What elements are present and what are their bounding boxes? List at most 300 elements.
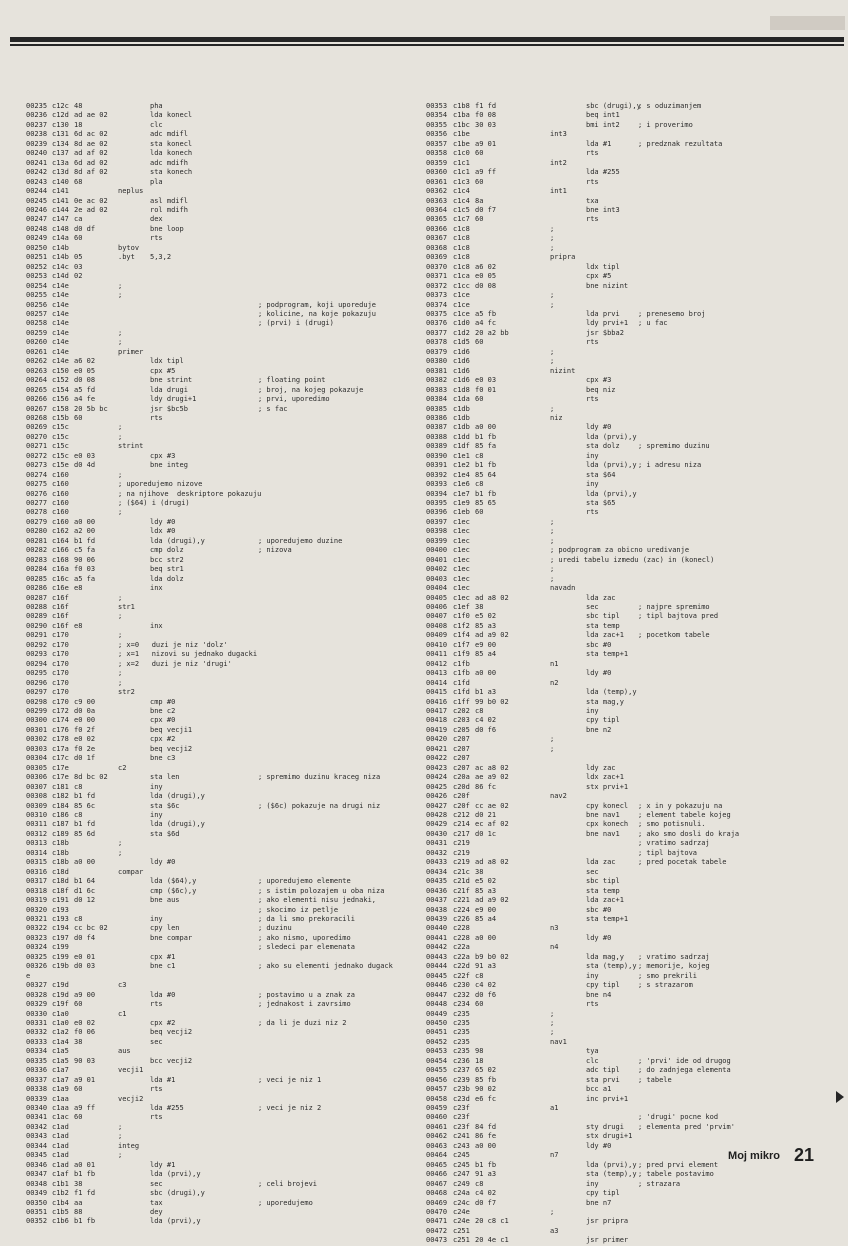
hex-bytes: f1 fd bbox=[74, 1189, 96, 1198]
address: c1c8 bbox=[453, 253, 470, 262]
line-number: 00444 bbox=[426, 962, 448, 971]
hex-bytes: ad af 02 bbox=[74, 149, 108, 158]
label: ; na njihove deskriptore pokazuju bbox=[118, 489, 262, 498]
line-number: 00472 bbox=[426, 1226, 448, 1235]
instruction: rts bbox=[150, 1085, 163, 1094]
listing-line bbox=[426, 386, 840, 395]
line-number: 00264 bbox=[26, 376, 48, 385]
line-number: 00462 bbox=[426, 1132, 448, 1141]
instruction: iny bbox=[150, 914, 163, 923]
instruction: sta $65 bbox=[586, 499, 616, 508]
line-number: 00339 bbox=[26, 1094, 48, 1103]
address: c131 bbox=[52, 130, 69, 139]
hex-bytes: b1 fd bbox=[74, 536, 96, 545]
hex-bytes: d0 f4 bbox=[74, 933, 96, 942]
line-number: 00348 bbox=[26, 1179, 48, 1188]
address: c243 bbox=[453, 1141, 470, 1150]
hex-bytes: 91 a3 bbox=[475, 962, 497, 971]
address: c251 bbox=[453, 1236, 470, 1245]
line-number: 00358 bbox=[426, 149, 448, 158]
instruction: lda drugi bbox=[150, 385, 188, 394]
instruction: ldy drugi+1 bbox=[150, 395, 197, 404]
hex-bytes: d0 f7 bbox=[475, 205, 497, 214]
label: ; bbox=[118, 1122, 123, 1131]
line-number: 00284 bbox=[26, 565, 48, 574]
label: str1 bbox=[118, 603, 135, 612]
listing-line bbox=[26, 669, 418, 678]
instruction: jsr $bba2 bbox=[586, 328, 624, 337]
instruction: sta temp bbox=[586, 886, 620, 895]
line-number: 00332 bbox=[26, 1028, 48, 1037]
comment: ; broj, na kojeg pokazuje bbox=[258, 385, 364, 394]
line-number: 00328 bbox=[26, 990, 48, 999]
instruction: sbc #0 bbox=[586, 905, 612, 914]
instruction: lda (drugi),y bbox=[150, 792, 205, 801]
address: c1ad bbox=[52, 1151, 69, 1160]
line-number: 00349 bbox=[26, 1189, 48, 1198]
listing-line bbox=[26, 783, 418, 792]
comment: ; 'drugi' pocne kod bbox=[638, 1113, 719, 1122]
instruction: bne c2 bbox=[150, 707, 176, 715]
address: c1c4 bbox=[453, 187, 470, 196]
address: c178 bbox=[52, 735, 69, 744]
line-number: 00413 bbox=[426, 669, 448, 678]
hex-bytes: d0 f7 bbox=[475, 1198, 497, 1207]
comment: ; uporedujemo bbox=[258, 1198, 313, 1207]
listing-line bbox=[26, 603, 418, 612]
address: c228 bbox=[453, 924, 470, 933]
comment: ; smo prekrili bbox=[638, 971, 698, 980]
address: c1ad bbox=[52, 1132, 69, 1141]
label: ; bbox=[118, 631, 123, 640]
label: ; bbox=[550, 565, 555, 574]
line-number: 00337 bbox=[26, 1075, 48, 1084]
address: c1bc bbox=[453, 120, 470, 129]
listing-line bbox=[426, 584, 840, 593]
address: c1d8 bbox=[453, 385, 470, 394]
label: int2 bbox=[550, 158, 567, 167]
listing-line bbox=[26, 1170, 418, 1179]
address: c154 bbox=[52, 385, 69, 394]
hex-bytes: 8d ae 02 bbox=[74, 139, 108, 148]
address: c1a2 bbox=[52, 1028, 69, 1037]
hex-bytes: a9 01 bbox=[74, 1075, 96, 1084]
hex-bytes: d0 f6 bbox=[475, 990, 497, 999]
line-number: 00343 bbox=[26, 1132, 48, 1141]
line-number: 00453 bbox=[426, 1047, 448, 1056]
hex-bytes: 38 bbox=[475, 867, 484, 876]
line-number: 00279 bbox=[26, 517, 48, 526]
label: ; bbox=[550, 527, 555, 536]
instruction: iny bbox=[150, 810, 163, 819]
address: c158 bbox=[52, 404, 69, 413]
listing-line bbox=[426, 792, 840, 801]
hex-bytes: 6d ac 02 bbox=[74, 130, 108, 139]
hex-bytes: aa bbox=[74, 1198, 83, 1207]
hex-bytes: 98 bbox=[475, 1047, 484, 1056]
address: c181 bbox=[52, 782, 69, 791]
label: ; bbox=[550, 517, 555, 526]
hex-bytes: 20 5b bc bbox=[74, 404, 108, 413]
label: n2 bbox=[550, 678, 559, 687]
line-number: 00257 bbox=[26, 309, 48, 318]
line-number: 00437 bbox=[426, 896, 448, 905]
comment: ; vratimo sadrzaj bbox=[638, 952, 710, 961]
comment: ; uporedujemo elemente bbox=[258, 877, 351, 886]
address: c1c8 bbox=[453, 262, 470, 271]
label: ; bbox=[118, 291, 123, 300]
listing-line bbox=[426, 1047, 840, 1056]
line-number: 00455 bbox=[426, 1066, 448, 1075]
comment: ; tipl bajtova bbox=[638, 848, 698, 857]
line-number: 00427 bbox=[426, 801, 448, 810]
line-number: 00411 bbox=[426, 650, 448, 659]
address: c197 bbox=[52, 933, 69, 942]
instruction: ldy #0 bbox=[586, 1141, 612, 1150]
listing-line bbox=[426, 338, 840, 347]
listing-line bbox=[26, 991, 418, 1000]
address: c14a bbox=[52, 234, 69, 243]
label: ; bbox=[550, 1009, 555, 1018]
hex-bytes: d0 1c bbox=[475, 829, 497, 838]
instruction: lda prvi bbox=[586, 309, 620, 318]
line-number: 00245 bbox=[26, 196, 48, 205]
hex-bytes: a0 00 bbox=[475, 933, 497, 942]
instruction: lda konech bbox=[150, 149, 193, 158]
hex-bytes: 60 bbox=[74, 1113, 83, 1122]
line-number: 00310 bbox=[26, 810, 48, 819]
line-number: 00329 bbox=[26, 1000, 48, 1009]
line-number: 00239 bbox=[26, 139, 48, 148]
hex-bytes: 60 bbox=[475, 1000, 484, 1009]
listing-line bbox=[26, 461, 418, 470]
label: ; bbox=[550, 243, 555, 252]
line-number: 00344 bbox=[26, 1141, 48, 1150]
instruction: jsr $bc5b bbox=[150, 404, 188, 413]
label: int1 bbox=[550, 187, 567, 196]
address: c176 bbox=[52, 725, 69, 734]
hex-bytes: 85 a4 bbox=[475, 650, 497, 659]
listing-line bbox=[26, 508, 418, 517]
listing-line bbox=[426, 1113, 840, 1122]
label: niz bbox=[550, 413, 563, 422]
instruction: lda (prvi),y bbox=[586, 1160, 637, 1169]
address: c1ce bbox=[453, 300, 470, 309]
label: ; bbox=[118, 328, 123, 337]
comment: ; ($6c) pokazuje na drugi niz bbox=[258, 801, 381, 810]
listing-line bbox=[26, 981, 418, 990]
listing-line bbox=[26, 234, 418, 243]
address: c1e6 bbox=[453, 480, 470, 489]
label: ; bbox=[118, 612, 123, 621]
instruction: lda zac+1 bbox=[586, 631, 624, 640]
instruction: cmp dolz bbox=[150, 546, 184, 555]
line-number: 00454 bbox=[426, 1056, 448, 1065]
line-number: 00404 bbox=[426, 584, 448, 593]
hex-bytes: 60 bbox=[74, 1000, 83, 1009]
instruction: beq int1 bbox=[586, 111, 620, 120]
address: c219 bbox=[453, 858, 470, 867]
address: c1a5 bbox=[52, 1056, 69, 1065]
listing-column-right bbox=[426, 102, 840, 1246]
listing-line bbox=[26, 518, 418, 527]
line-number: 00406 bbox=[426, 603, 448, 612]
address: c247 bbox=[453, 1170, 470, 1179]
listing-line bbox=[426, 754, 840, 763]
listing-line bbox=[26, 376, 418, 385]
address: c194 bbox=[52, 924, 69, 933]
hex-bytes: c9 00 bbox=[74, 697, 96, 706]
listing-line bbox=[426, 442, 840, 451]
address: c1f9 bbox=[453, 650, 470, 659]
listing-line bbox=[26, 405, 418, 414]
hex-bytes: b1 fb bbox=[475, 489, 497, 498]
address: c170 bbox=[52, 650, 69, 659]
line-number: 00382 bbox=[426, 376, 448, 385]
address: c14e bbox=[52, 291, 69, 300]
address: c1ec bbox=[453, 555, 470, 564]
line-number: 00392 bbox=[426, 470, 448, 479]
line-number: 00242 bbox=[26, 168, 48, 177]
line-number: 00395 bbox=[426, 499, 448, 508]
hex-bytes: 02 bbox=[74, 272, 83, 281]
line-number: 00410 bbox=[426, 640, 448, 649]
listing-line bbox=[26, 1189, 418, 1198]
instruction: txa bbox=[586, 196, 599, 205]
address: c207 bbox=[453, 754, 470, 763]
line-number: 00322 bbox=[26, 924, 48, 933]
line-number: 00357 bbox=[426, 139, 448, 148]
address: c1fb bbox=[453, 669, 470, 678]
listing-line bbox=[426, 943, 840, 952]
address: c1f0 bbox=[453, 612, 470, 621]
line-number: 00431 bbox=[426, 839, 448, 848]
listing-line bbox=[26, 896, 418, 905]
hex-bytes: 60 bbox=[74, 413, 83, 422]
listing-line bbox=[26, 471, 418, 480]
hex-bytes: 8a bbox=[475, 196, 484, 205]
address: c1fd bbox=[453, 678, 470, 687]
line-number: 00297 bbox=[26, 688, 48, 697]
listing-line bbox=[26, 215, 418, 224]
label: neplus bbox=[118, 187, 144, 196]
hex-bytes: c4 02 bbox=[475, 981, 497, 990]
print-smudge bbox=[770, 16, 845, 30]
instruction: lda mag,y bbox=[586, 952, 624, 961]
listing-line bbox=[26, 1085, 418, 1094]
address: c144 bbox=[52, 205, 69, 214]
instruction: sta $6d bbox=[150, 829, 180, 838]
address: c152 bbox=[52, 376, 69, 385]
listing-line bbox=[26, 1047, 418, 1056]
line-number: 00255 bbox=[26, 291, 48, 300]
hex-bytes: f0 03 bbox=[74, 565, 96, 574]
listing-line bbox=[26, 698, 418, 707]
address: c20d bbox=[453, 782, 470, 791]
hex-bytes: 48 bbox=[74, 102, 83, 110]
listing-line bbox=[426, 991, 840, 1000]
address: c1b4 bbox=[52, 1198, 69, 1207]
address: c174 bbox=[52, 716, 69, 725]
listing-line bbox=[426, 1104, 840, 1113]
line-number: 00430 bbox=[426, 829, 448, 838]
line-number: 00435 bbox=[426, 877, 448, 886]
address: c172 bbox=[52, 707, 69, 715]
listing-line bbox=[26, 527, 418, 536]
hex-bytes: 60 bbox=[475, 338, 484, 347]
hex-bytes: f1 fd bbox=[475, 102, 497, 110]
line-number: 00375 bbox=[426, 309, 448, 318]
address: c18b bbox=[52, 858, 69, 867]
hex-bytes: 60 bbox=[475, 395, 484, 404]
line-number: 00471 bbox=[426, 1217, 448, 1226]
instruction: ldx #0 bbox=[150, 527, 176, 536]
listing-line bbox=[426, 480, 840, 489]
address: c1c8 bbox=[453, 234, 470, 243]
line-number: 00333 bbox=[26, 1037, 48, 1046]
address: c241 bbox=[453, 1132, 470, 1141]
listing-line bbox=[26, 433, 418, 442]
listing-line bbox=[26, 1028, 418, 1037]
line-number: 00236 bbox=[26, 111, 48, 120]
line-number: e bbox=[26, 971, 31, 980]
instruction: bcc a1 bbox=[586, 1085, 612, 1094]
instruction: jsr primer bbox=[586, 1236, 629, 1245]
address: c170 bbox=[52, 669, 69, 678]
label: ; x=0 duzi je niz 'dolz' bbox=[118, 640, 228, 649]
line-number: 00356 bbox=[426, 130, 448, 139]
line-number: 00456 bbox=[426, 1075, 448, 1084]
instruction: lda (prvi),y bbox=[586, 489, 637, 498]
listing-line bbox=[426, 1123, 840, 1132]
comment: ; floating point bbox=[258, 376, 326, 385]
hex-bytes: ae a9 02 bbox=[475, 773, 509, 782]
line-number: 00288 bbox=[26, 603, 48, 612]
line-number: 00298 bbox=[26, 697, 48, 706]
line-number: 00295 bbox=[26, 669, 48, 678]
line-number: 00274 bbox=[26, 470, 48, 479]
line-number: 00450 bbox=[426, 1018, 448, 1027]
address: c18b bbox=[52, 848, 69, 857]
instruction: rts bbox=[586, 177, 599, 186]
hex-bytes: a9 ff bbox=[74, 1104, 96, 1113]
line-number: 00445 bbox=[426, 971, 448, 980]
listing-line bbox=[26, 244, 418, 253]
hex-bytes: e8 bbox=[74, 584, 83, 593]
listing-line bbox=[426, 206, 840, 215]
line-number: 00473 bbox=[426, 1236, 448, 1245]
address: c162 bbox=[52, 527, 69, 536]
instruction: cpy konecl bbox=[586, 801, 629, 810]
hex-bytes: 88 bbox=[74, 1208, 83, 1217]
instruction: rts bbox=[150, 413, 163, 422]
line-number: 00412 bbox=[426, 659, 448, 668]
hex-bytes: d0 03 bbox=[74, 962, 96, 971]
line-number: 00311 bbox=[26, 820, 48, 829]
hex-bytes: e0 02 bbox=[74, 1018, 96, 1027]
address: c186 bbox=[52, 810, 69, 819]
label: ; bbox=[550, 234, 555, 243]
hex-bytes: 20 c8 c1 bbox=[475, 1217, 509, 1226]
hex-bytes: e9 00 bbox=[475, 640, 497, 649]
instruction: beq vecji2 bbox=[150, 1028, 193, 1037]
instruction: bne nizint bbox=[586, 281, 629, 290]
hex-bytes: c8 bbox=[475, 1179, 484, 1188]
address: c228 bbox=[453, 933, 470, 942]
hex-bytes: b1 fd bbox=[74, 820, 96, 829]
listing-line bbox=[26, 754, 418, 763]
address: c17a bbox=[52, 744, 69, 753]
hex-bytes: cc ae 02 bbox=[475, 801, 509, 810]
listing-line bbox=[26, 1038, 418, 1047]
hex-bytes: e0 01 bbox=[74, 952, 96, 961]
instruction: cpy tipl bbox=[586, 716, 620, 725]
comment: ; elementa pred 'prvim' bbox=[638, 1122, 735, 1131]
hex-bytes: d0 08 bbox=[74, 376, 96, 385]
address: c1c8 bbox=[453, 243, 470, 252]
line-number: 00370 bbox=[426, 262, 448, 271]
listing-line bbox=[426, 1170, 840, 1179]
hex-bytes: c8 bbox=[475, 707, 484, 715]
hex-bytes: c8 bbox=[74, 914, 83, 923]
hex-bytes: 03 bbox=[74, 262, 83, 271]
listing-line bbox=[26, 197, 418, 206]
address: c130 bbox=[52, 120, 69, 129]
hex-bytes: d0 21 bbox=[475, 810, 497, 819]
line-number: 00368 bbox=[426, 243, 448, 252]
listing-line bbox=[26, 953, 418, 962]
listing-line bbox=[426, 1028, 840, 1037]
line-number: 00361 bbox=[426, 177, 448, 186]
line-number: 00235 bbox=[26, 102, 48, 110]
listing-line bbox=[26, 386, 418, 395]
hex-bytes: a9 00 bbox=[74, 990, 96, 999]
line-number: 00385 bbox=[426, 404, 448, 413]
listing-line bbox=[426, 688, 840, 697]
address: c235 bbox=[453, 1009, 470, 1018]
listing-line bbox=[426, 896, 840, 905]
listing-line bbox=[426, 282, 840, 291]
line-number: 00433 bbox=[426, 858, 448, 867]
line-number: 00275 bbox=[26, 480, 48, 489]
instruction: clc bbox=[586, 1056, 599, 1065]
listing-line bbox=[26, 584, 418, 593]
address: c1fb bbox=[453, 659, 470, 668]
instruction: sta konecl bbox=[150, 139, 193, 148]
address: c189 bbox=[52, 829, 69, 838]
line-number: 00278 bbox=[26, 508, 48, 517]
line-number: 00407 bbox=[426, 612, 448, 621]
label: c1 bbox=[118, 1009, 127, 1018]
instruction: bne loop bbox=[150, 224, 184, 233]
address: c1a4 bbox=[52, 1037, 69, 1046]
line-number: 00394 bbox=[426, 489, 448, 498]
listing-line bbox=[426, 301, 840, 310]
listing-line bbox=[26, 972, 418, 981]
listing-line bbox=[26, 1208, 418, 1217]
address: c1c8 bbox=[453, 224, 470, 233]
address: c156 bbox=[52, 395, 69, 404]
address: c239 bbox=[453, 1075, 470, 1084]
instruction: bne integ bbox=[150, 461, 188, 470]
instruction: iny bbox=[586, 707, 599, 715]
address: c14e bbox=[52, 347, 69, 356]
instruction: stx prvi+1 bbox=[586, 782, 629, 791]
address: c1ef bbox=[453, 603, 470, 612]
line-number: 00287 bbox=[26, 593, 48, 602]
address: c14b bbox=[52, 253, 69, 262]
line-number: 00280 bbox=[26, 527, 48, 536]
